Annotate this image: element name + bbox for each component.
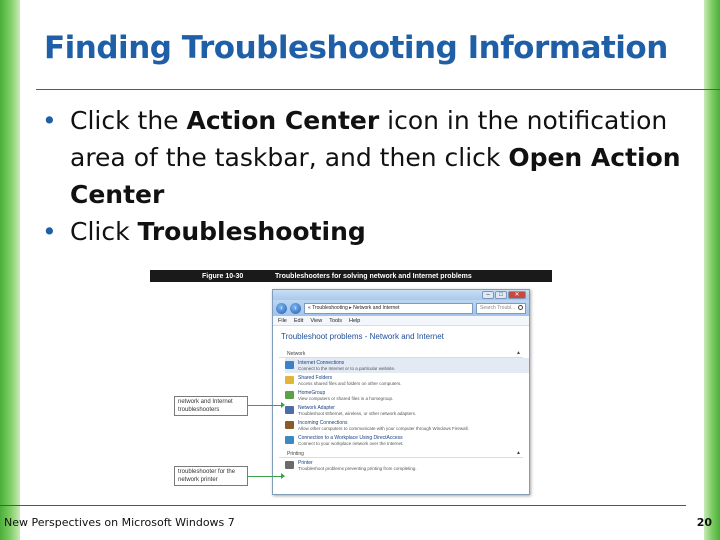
homegroup-icon bbox=[285, 391, 294, 399]
bullet-marker: • bbox=[42, 217, 57, 246]
window-titlebar bbox=[273, 290, 529, 300]
callout-network-troubleshooters: network and Internet troubleshooters bbox=[174, 396, 248, 416]
maximize-button[interactable]: □ bbox=[495, 291, 507, 299]
callout-printer-troubleshooter: troubleshooter for the network printer bbox=[174, 466, 248, 486]
bullet-item bbox=[42, 213, 702, 250]
bullet-item bbox=[42, 102, 702, 213]
figure-label: Figure 10-30 bbox=[202, 272, 244, 280]
group-label-network: Network ▲ bbox=[279, 348, 523, 358]
footer-text: New Perspectives on Microsoft Windows 7 bbox=[4, 516, 235, 529]
page-number: 20 bbox=[696, 516, 712, 529]
bullet-text: Click Troubleshooting bbox=[70, 217, 366, 246]
menu-tools[interactable]: Tools bbox=[329, 318, 343, 324]
troubleshooter-item[interactable]: Connection to a Workplace Using DirectAccess Connect to your workplace network over the Internet. bbox=[285, 433, 529, 448]
printer-icon bbox=[285, 461, 294, 469]
search-icon bbox=[518, 305, 523, 310]
internet-connections-icon bbox=[285, 361, 294, 369]
menu-file[interactable]: File bbox=[278, 318, 287, 324]
bullet-marker: • bbox=[42, 106, 57, 135]
collapse-caret-icon: ▲ bbox=[516, 450, 521, 456]
troubleshooter-item[interactable]: Internet Connections Connect to the Internet or to a particular website. bbox=[285, 358, 529, 373]
troubleshooter-item[interactable]: HomeGroup View computers or shared files in a homegroup. bbox=[285, 388, 529, 403]
troubleshooter-list bbox=[273, 358, 529, 448]
troubleshooter-list bbox=[273, 458, 529, 473]
title-divider bbox=[36, 89, 720, 90]
directaccess-icon bbox=[285, 436, 294, 444]
address-row bbox=[273, 300, 529, 316]
callout-arrow bbox=[248, 405, 282, 406]
bullet-text: Click the Action Center icon in the notification area of the taskbar, and then click Open Action Center bbox=[70, 106, 681, 209]
group-label-printing: Printing ▲ bbox=[279, 448, 523, 458]
menu-help[interactable]: Help bbox=[349, 318, 361, 324]
troubleshooting-window bbox=[272, 289, 530, 495]
collapse-caret-icon: ▲ bbox=[516, 350, 521, 356]
bullet-list bbox=[42, 102, 702, 250]
page-heading: Troubleshoot problems - Network and Internet bbox=[281, 332, 444, 341]
troubleshooter-item[interactable]: Network Adapter Troubleshoot Ethernet, wireless, or other network adapters. bbox=[285, 403, 529, 418]
menu-bar bbox=[273, 316, 529, 326]
address-bar[interactable]: « Troubleshooting ▸ Network and Internet bbox=[304, 303, 473, 314]
troubleshooter-item[interactable]: Shared Folders Access shared files and folders on other computers. bbox=[285, 373, 529, 388]
close-button[interactable]: ✕ bbox=[508, 291, 526, 299]
troubleshooter-item[interactable]: Printer Troubleshoot problems preventing printing from completing. bbox=[285, 458, 529, 473]
firewall-icon bbox=[285, 421, 294, 429]
network-adapter-icon bbox=[285, 406, 294, 414]
minimize-button[interactable]: – bbox=[482, 291, 494, 299]
menu-edit[interactable]: Edit bbox=[293, 318, 304, 324]
back-arrow-icon[interactable]: ‹ bbox=[276, 303, 287, 314]
window-controls bbox=[482, 291, 526, 299]
footer-divider bbox=[0, 505, 686, 506]
menu-view[interactable]: View bbox=[310, 318, 323, 324]
left-green-bar bbox=[0, 0, 20, 540]
figure-title: Troubleshooters for solving network and Internet problems bbox=[275, 272, 472, 280]
figure-caption bbox=[150, 270, 552, 282]
search-input[interactable]: Search Troubl... bbox=[476, 303, 526, 314]
shared-folders-icon bbox=[285, 376, 294, 384]
right-green-bar bbox=[704, 0, 720, 540]
troubleshooter-item[interactable]: Incoming Connections Allow other computers to communicate with your computer through Windows Firewall. bbox=[285, 418, 529, 433]
callout-arrow bbox=[248, 476, 282, 477]
slide-title: Finding Troubleshooting Information bbox=[44, 30, 668, 66]
forward-arrow-icon[interactable]: › bbox=[290, 303, 301, 314]
